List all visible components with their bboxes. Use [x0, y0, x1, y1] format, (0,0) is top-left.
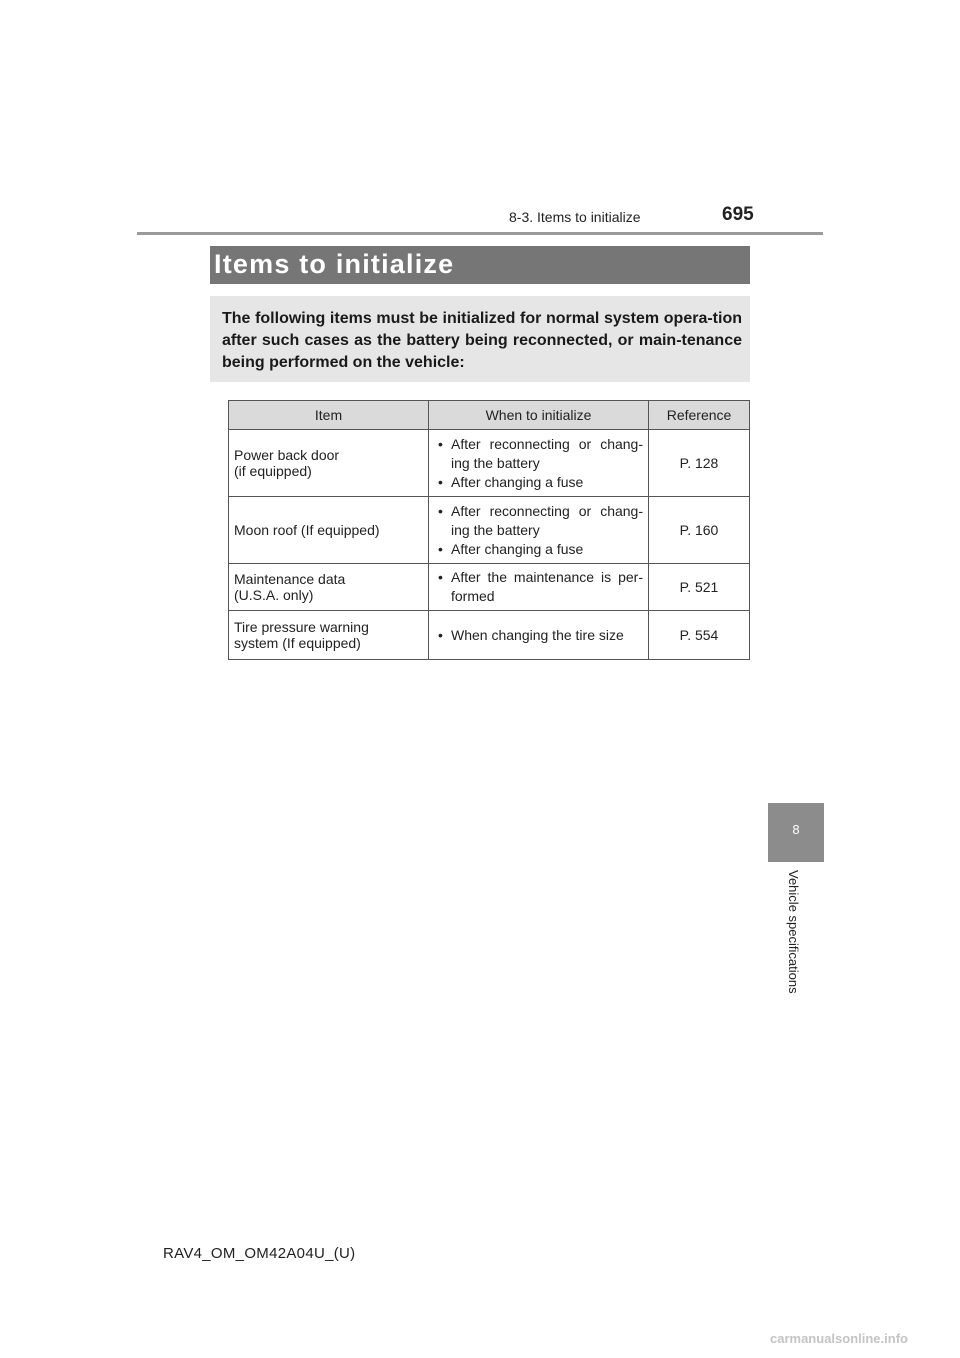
watermark: carmanualsonline.info [770, 1331, 908, 1346]
item-line: (U.S.A. only) [234, 587, 314, 603]
when-cell [429, 564, 649, 611]
page-title: Items to initialize [214, 249, 455, 279]
when-cell [429, 497, 649, 564]
when-bullet: • After reconnecting or chang-ing the battery [434, 502, 643, 540]
chapter-label: Vehicle specifications [786, 870, 801, 994]
table-row [229, 611, 750, 660]
document-code: RAV4_OM_OM42A04U_(U) [163, 1245, 356, 1262]
column-header-item: Item [229, 401, 429, 430]
item-cell [229, 564, 429, 611]
item-line: system (If equipped) [234, 635, 361, 651]
items-table [228, 400, 750, 660]
reference-cell: P. 554 [649, 611, 750, 660]
intro-box [210, 296, 750, 382]
intro-text: The following items must be initialized for normal system opera-tion after such cases as the battery being reconnected, or main-tenance being performed on the vehicle: [222, 310, 742, 371]
item-line: Moon roof (If equipped) [234, 522, 380, 538]
section-heading: 8-3. Items to initialize [509, 209, 641, 225]
item-cell [229, 430, 429, 497]
header-divider [137, 232, 823, 235]
when-bullet: • When changing the tire size [434, 626, 643, 645]
when-bullet: • After changing a fuse [434, 473, 643, 492]
reference-cell: P. 521 [649, 564, 750, 611]
page-title-bar [210, 246, 750, 284]
when-cell [429, 611, 649, 660]
table-row [229, 564, 750, 611]
item-line: (if equipped) [234, 463, 312, 479]
when-bullet: • After changing a fuse [434, 540, 643, 559]
when-bullet: • After reconnecting or chang-ing the battery [434, 435, 643, 473]
item-cell [229, 497, 429, 564]
when-bullet: • After the maintenance is per-formed [434, 568, 643, 606]
item-line: Tire pressure warning [234, 619, 369, 635]
column-header-reference: Reference [649, 401, 750, 430]
table-header-row [229, 401, 750, 430]
when-cell [429, 430, 649, 497]
chapter-tab [768, 803, 824, 862]
item-line: Power back door [234, 447, 340, 463]
item-cell [229, 611, 429, 660]
page-number: 695 [722, 204, 754, 225]
column-header-when: When to initialize [429, 401, 649, 430]
reference-cell: P. 160 [649, 497, 750, 564]
reference-cell: P. 128 [649, 430, 750, 497]
item-line: Maintenance data [234, 571, 346, 587]
chapter-number: 8 [792, 822, 800, 837]
table-row [229, 430, 750, 497]
table-row [229, 497, 750, 564]
